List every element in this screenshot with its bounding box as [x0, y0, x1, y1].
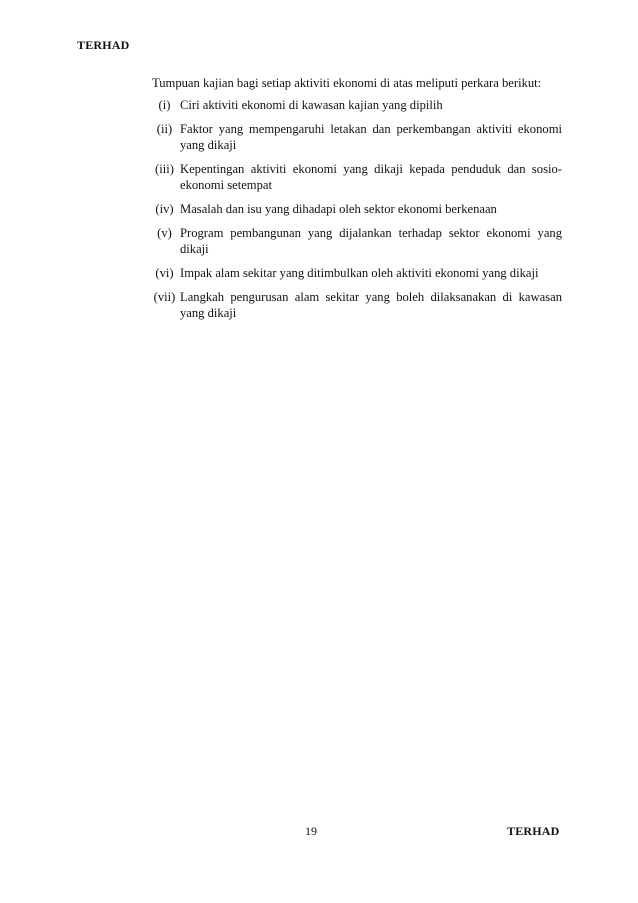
list-item-text: Impak alam sekitar yang ditimbulkan oleh aktiviti ekonomi yang dikaji [180, 266, 539, 280]
list-item-text: Kepentingan aktiviti ekonomi yang dikaji kepada penduduk dan sosio-ekonomi setempat [180, 162, 562, 192]
footer-classification: TERHAD [507, 824, 560, 838]
list-item-number: (iv) [155, 202, 174, 216]
list-item [152, 201, 562, 217]
page-number: 19 [305, 824, 317, 838]
list-item-text: Ciri aktiviti ekonomi di kawasan kajian yang dipilih [180, 98, 443, 112]
list-item [152, 161, 562, 193]
list-item [152, 265, 562, 281]
list-item-number: (vi) [155, 266, 174, 280]
list-item-number: (v) [157, 226, 172, 240]
list-item-text: Langkah pengurusan alam sekitar yang boleh dilaksanakan di kawasan yang dikaji [180, 290, 562, 320]
list-item [152, 289, 562, 321]
header-classification: TERHAD [77, 38, 130, 52]
list-item-text: Faktor yang mempengaruhi letakan dan perkembangan aktiviti ekonomi yang dikaji [180, 122, 562, 152]
list-item-number: (vii) [153, 290, 176, 304]
list-item [152, 97, 562, 113]
list-item-number: (ii) [156, 122, 173, 136]
list-item-text: Program pembangunan yang dijalankan terhadap sektor ekonomi yang dikaji [180, 226, 562, 256]
intro-text: Tumpuan kajian bagi setiap aktiviti ekonomi di atas meliputi perkara berikut: [152, 76, 542, 90]
list-item [152, 121, 562, 153]
main-content [152, 75, 562, 329]
focus-list [152, 97, 562, 321]
list-item [152, 225, 562, 257]
list-item-number: (iii) [155, 162, 174, 176]
list-item-text: Masalah dan isu yang dihadapi oleh sektor ekonomi berkenaan [180, 202, 497, 216]
list-item-number: (i) [158, 98, 171, 112]
